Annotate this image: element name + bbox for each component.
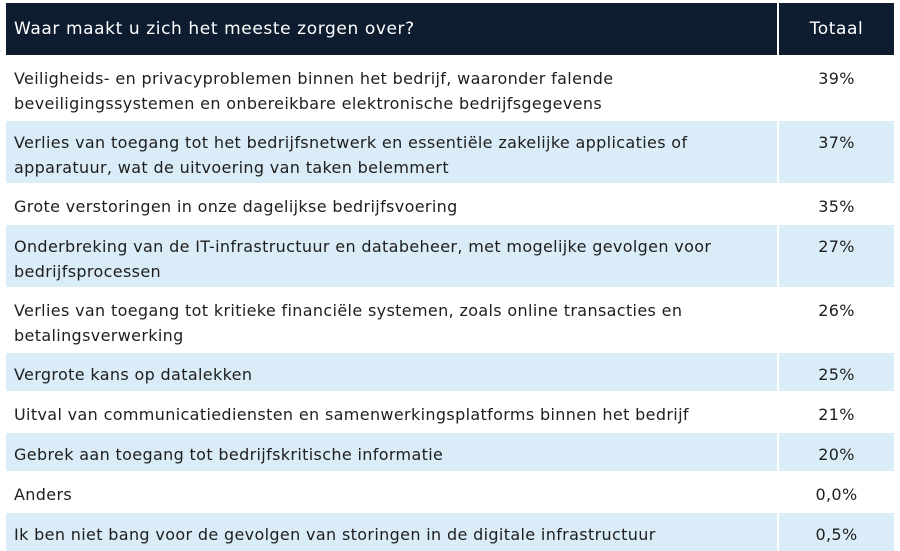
table-row bbox=[6, 511, 894, 551]
table-row bbox=[6, 471, 894, 511]
table-row bbox=[6, 223, 894, 287]
row-value: 37% bbox=[779, 119, 894, 183]
row-label: Verlies van toegang tot het bedrijfsnetwerk en essentiële zakelijke applicaties of apparatuur, wat de uitvoering van taken belemmert bbox=[6, 119, 779, 183]
row-value: 27% bbox=[779, 223, 894, 287]
row-value: 35% bbox=[779, 183, 894, 223]
row-label: Ik ben niet bang voor de gevolgen van storingen in de digitale infrastructuur bbox=[6, 511, 779, 551]
row-value: 39% bbox=[779, 55, 894, 119]
row-value: 0,0% bbox=[779, 471, 894, 511]
row-value: 21% bbox=[779, 391, 894, 431]
table-header-row bbox=[6, 3, 894, 55]
row-label: Anders bbox=[6, 471, 779, 511]
row-label: Uitval van communicatiediensten en samenwerkingsplatforms binnen het bedrijf bbox=[6, 391, 779, 431]
table-row bbox=[6, 55, 894, 119]
row-label: Grote verstoringen in onze dagelijkse bedrijfsvoering bbox=[6, 183, 779, 223]
table-row bbox=[6, 351, 894, 391]
row-value: 0,5% bbox=[779, 511, 894, 551]
row-value: 25% bbox=[779, 351, 894, 391]
table-row bbox=[6, 431, 894, 471]
table-row bbox=[6, 183, 894, 223]
table-row bbox=[6, 391, 894, 431]
row-label: Verlies van toegang tot kritieke financiële systemen, zoals online transacties en betalingsverwerking bbox=[6, 287, 779, 351]
row-value: 26% bbox=[779, 287, 894, 351]
total-header: Totaal bbox=[779, 3, 894, 55]
row-label: Vergrote kans op datalekken bbox=[6, 351, 779, 391]
table-row bbox=[6, 287, 894, 351]
results-table bbox=[6, 3, 894, 551]
question-header: Waar maakt u zich het meeste zorgen over? bbox=[6, 3, 779, 55]
row-label: Onderbreking van de IT-infrastructuur en databeheer, met mogelijke gevolgen voor bedrijfsprocessen bbox=[6, 223, 779, 287]
row-label: Gebrek aan toegang tot bedrijfskritische informatie bbox=[6, 431, 779, 471]
table-row bbox=[6, 119, 894, 183]
row-label: Veiligheids- en privacyproblemen binnen het bedrijf, waaronder falende beveiligingssystemen en onbereikbare elektronische bedrijfsgegevens bbox=[6, 55, 779, 119]
row-value: 20% bbox=[779, 431, 894, 471]
